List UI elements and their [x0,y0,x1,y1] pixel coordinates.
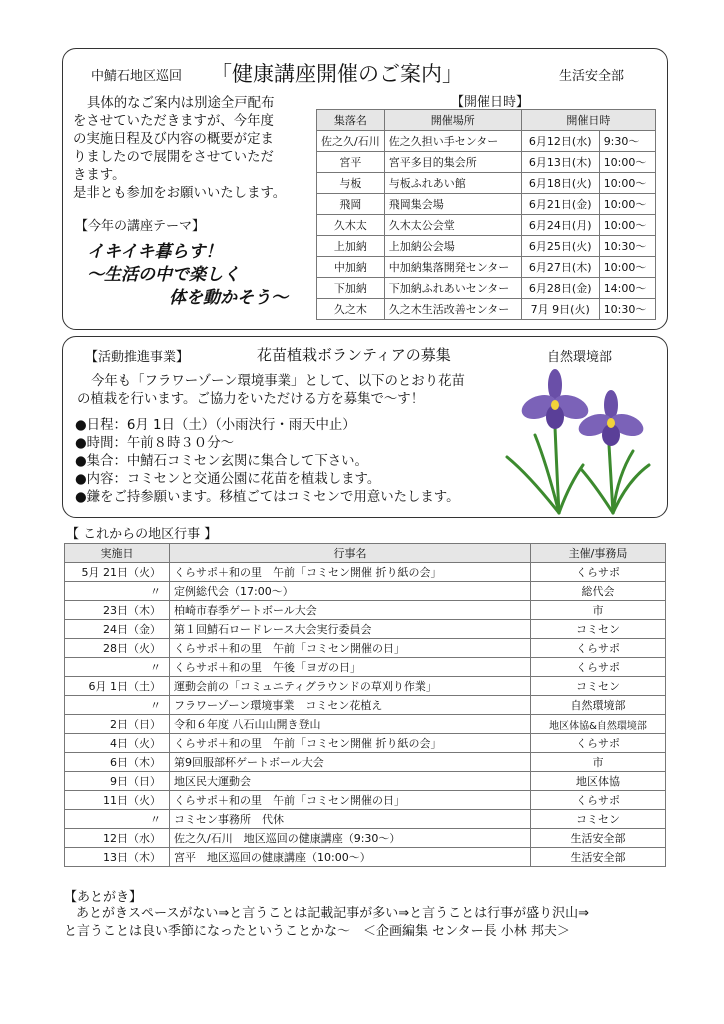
event-org: 自然環境部 [531,696,666,715]
flower-title: 花苗植栽ボランティアの募集 [257,346,451,364]
schedule-date: 6月24日(月) [521,215,599,236]
event-date: 12日（水） [65,829,170,848]
event-org: 生活安全部 [531,848,666,867]
schedule-time: 9:30～ [599,131,655,152]
health-intro-line: の実施日程及び内容の概要が定ま [73,132,274,147]
event-org: 地区体協&自然環境部 [531,715,666,734]
schedule-header-place: 開催場所 [384,110,521,131]
event-org: くらサポ [531,639,666,658]
flower-item-meeting: ●集合：中鯖石コミセン玄関に集合して下さい。 [75,454,368,469]
event-name: くらサポ＋和の里 午前「コミセン開催の日」 [170,639,531,658]
schedule-header-datetime: 開催日時 [521,110,655,131]
schedule-date: 6月28日(金) [521,278,599,299]
schedule-area: 下加納 [317,278,385,299]
schedule-area: 与板 [317,173,385,194]
schedule-place: 中加納集落開発センター [384,257,521,278]
events-label: 【 これからの地区行事 】 [66,527,218,542]
schedule-area: 上加納 [317,236,385,257]
event-date: 28日（火） [65,639,170,658]
event-org: 総代会 [531,582,666,601]
event-name: 定例総代会（17:00～） [170,582,531,601]
schedule-table [316,109,656,320]
schedule-time: 10:30～ [599,299,655,320]
schedule-place: 宮平多目的集会所 [384,152,521,173]
health-title: 「健康講座開催のご案内」 [211,62,463,86]
event-org: 市 [531,601,666,620]
event-org: 市 [531,753,666,772]
event-name: フラワーゾーン環境事業 コミセン花植え [170,696,531,715]
event-date: 6日（木） [65,753,170,772]
schedule-row [317,215,656,236]
flower-items [75,417,459,507]
event-name: コミセン事務所 代休 [170,810,531,829]
schedule-place: 与板ふれあい館 [384,173,521,194]
event-date: 6月 1日（土） [65,677,170,696]
flower-intro-line: の植栽を行います。ご協力をいただける方を募集で～す！ [77,392,425,407]
schedule-time: 10:00～ [599,194,655,215]
event-row [65,696,666,715]
flower-dept: 自然環境部 [547,350,613,365]
event-date: 〃 [65,810,170,829]
theme-line: 体を動かそう～ [169,288,288,308]
schedule-date: 6月27日(木) [521,257,599,278]
event-row [65,829,666,848]
schedule-date: 6月13日(木) [521,152,599,173]
health-subtitle: 中鯖石地区巡回 [91,69,183,84]
schedule-place: 佐之久担い手センター [384,131,521,152]
event-org: くらサポ [531,734,666,753]
event-org: 地区体協 [531,772,666,791]
events-header-name: 行事名 [170,544,531,563]
theme-label: 【今年の講座テーマ】 [75,219,206,234]
theme-line: イキイキ暮らす！ [87,242,223,262]
event-name: 柏崎市春季ゲートボール大会 [170,601,531,620]
event-org: コミセン [531,810,666,829]
schedule-header-row [317,110,656,131]
event-date: 23日（木） [65,601,170,620]
event-name: 地区民大運動会 [170,772,531,791]
health-seminar-section [62,48,668,330]
event-name: 第9回服部杯ゲートボール大会 [170,753,531,772]
health-intro-line: をさせていただきますが、今年度 [73,114,274,129]
event-org: くらサポ [531,563,666,582]
events-header-org: 主催/事務局 [531,544,666,563]
event-name: 佐之久/石川 地区巡回の健康講座（9:30～） [170,829,531,848]
event-row [65,753,666,772]
schedule-row [317,131,656,152]
event-row [65,810,666,829]
schedule-place: 久之木生活改善センター [384,299,521,320]
schedule-area: 佐之久/石川 [317,131,385,152]
schedule-area: 中加納 [317,257,385,278]
schedule-row [317,194,656,215]
schedule-area: 宮平 [317,152,385,173]
event-date: 9日（日） [65,772,170,791]
events-header-date: 実施日 [65,544,170,563]
schedule-time: 10:00～ [599,215,655,236]
event-row [65,658,666,677]
events-table [64,543,666,867]
health-dept: 生活安全部 [559,69,625,84]
event-name: くらサポ＋和の里 午前「コミセン開催 折り紙の会」 [170,563,531,582]
event-date: 24日（金） [65,620,170,639]
schedule-area: 久之木 [317,299,385,320]
schedule-date: 6月12日(水) [521,131,599,152]
event-name: 運動会前の「コミュニティグラウンドの草刈り作業」 [170,677,531,696]
event-date: 13日（木） [65,848,170,867]
afterword-line: と言うことは良い季節になったということかな～ ＜企画編集 センター長 小林 邦夫＞ [64,924,570,939]
schedule-row [317,173,656,194]
schedule-time: 10:00～ [599,173,655,194]
health-intro-line: 具体的なご案内は別途全戸配布 [87,96,275,111]
flower-item-time: ●時間：午前８時３０分～ [75,436,234,451]
event-org: コミセン [531,677,666,696]
event-org: くらサポ [531,658,666,677]
event-row [65,601,666,620]
schedule-time: 14:00～ [599,278,655,299]
event-row [65,620,666,639]
event-row [65,734,666,753]
schedule-area: 飛岡 [317,194,385,215]
event-row [65,791,666,810]
afterword-line: あとがきスペースがない⇒と言うことは記載記事が多い⇒と言うことは行事が盛り沢山⇒ [76,906,590,921]
schedule-place: 久木太公会堂 [384,215,521,236]
event-date: 5月 21日（火） [65,563,170,582]
schedule-title: 【開催日時】 [451,95,530,110]
flower-label: 【活動推進事業】 [85,350,190,365]
flower-item-tools: ●鎌をご持参願います。移植ごてはコミセンで用意いたします。 [75,490,460,505]
health-intro-line: りましたので展開をさせていただ [73,150,274,165]
schedule-area: 久木太 [317,215,385,236]
schedule-time: 10:00～ [599,152,655,173]
event-row [65,715,666,734]
flower-item-date: ●日程：6月 1日（土）（小雨決行・雨天中止） [75,418,356,433]
schedule-date: 6月21日(金) [521,194,599,215]
theme-text [87,241,288,310]
theme-line: ～生活の中で楽しく [87,265,240,285]
flower-intro-line: 今年も「フラワーゾーン環境事業」として、以下のとおり花苗 [91,374,465,389]
event-date: 〃 [65,658,170,677]
health-intro-line: きます。 [73,168,126,183]
event-org: 生活安全部 [531,829,666,848]
event-row [65,772,666,791]
schedule-header-area: 集落名 [317,110,385,131]
event-name: 宮平 地区巡回の健康講座（10:00～） [170,848,531,867]
schedule-row [317,299,656,320]
flower-intro [77,373,465,409]
schedule-row [317,152,656,173]
event-date: 〃 [65,696,170,715]
event-name: くらサポ＋和の里 午前「コミセン開催 折り紙の会」 [170,734,531,753]
event-date: 11日（火） [65,791,170,810]
schedule-time: 10:30～ [599,236,655,257]
event-org: コミセン [531,620,666,639]
event-name: くらサポ＋和の里 午前「コミセン開催の日」 [170,791,531,810]
schedule-date: 6月25日(火) [521,236,599,257]
event-org: くらサポ [531,791,666,810]
schedule-date: 6月18日(火) [521,173,599,194]
schedule-row [317,278,656,299]
schedule-place: 飛岡集会場 [384,194,521,215]
iris-flower-illustration [499,365,663,515]
schedule-time: 10:00～ [599,257,655,278]
iris-bloom-left [518,369,591,429]
iris-bloom-right [576,390,647,446]
flower-volunteer-section [62,336,668,518]
events-header-row [65,544,666,563]
event-row [65,639,666,658]
event-date: 〃 [65,582,170,601]
event-row [65,677,666,696]
schedule-place: 下加納ふれあいセンター [384,278,521,299]
schedule-date: 7月 9日(火) [521,299,599,320]
schedule-place: 上加納公会場 [384,236,521,257]
event-name: くらサポ＋和の里 午後「ヨガの日」 [170,658,531,677]
event-row [65,582,666,601]
afterword-label: 【あとがき】 [64,890,143,905]
iris-leaves [507,427,649,513]
afterword-text [64,905,589,941]
event-row [65,848,666,867]
schedule-row [317,236,656,257]
event-row [65,563,666,582]
schedule-row [317,257,656,278]
event-name: 第１回鯖石ロードレース大会実行委員会 [170,620,531,639]
event-date: 2日（日） [65,715,170,734]
event-name: 令和６年度 八石山山開き登山 [170,715,531,734]
health-intro [73,95,286,203]
flower-item-content: ●内容：コミセンと交通公園に花苗を植栽します。 [75,472,381,487]
health-intro-line: 是非とも参加をお願いいたします。 [73,186,287,201]
event-date: 4日（火） [65,734,170,753]
